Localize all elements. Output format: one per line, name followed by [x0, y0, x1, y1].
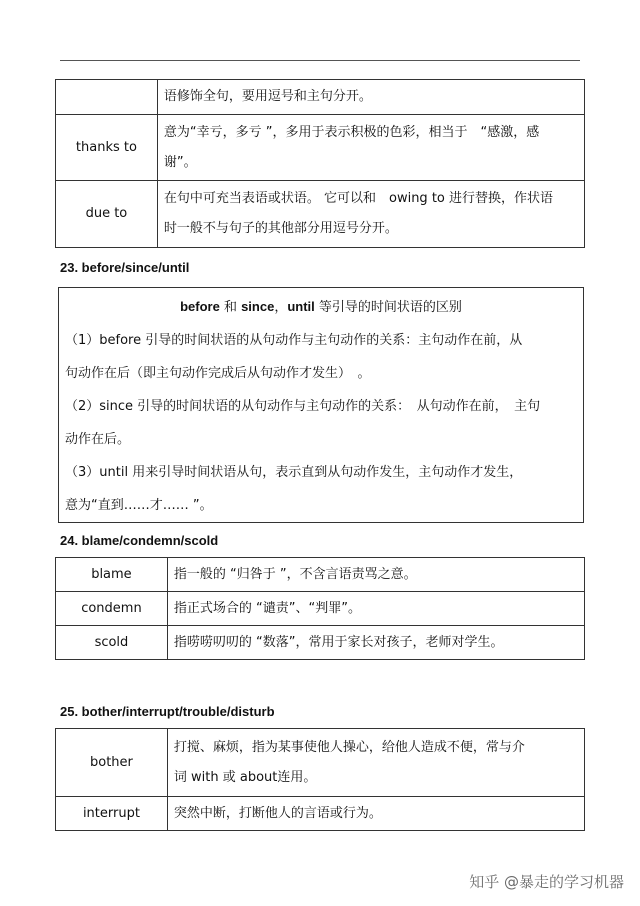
definition-cell: 指唠唠叨叨的 “数落”，常用于家长对孩子，老师对学生。 [167, 626, 584, 660]
definition-cell [157, 80, 584, 115]
title-term: since [241, 299, 275, 314]
table-row [56, 181, 585, 248]
term-cell: scold [56, 626, 168, 660]
definition-line: 在句中可充当表语或状语。 它可以和 owing to 进行替换，作状语 [163, 191, 553, 206]
paragraph-line: （3）until 用来引导时间状语从句，表示直到从句动作发生，主句动作才发生， [65, 465, 523, 480]
definition-line: 打搅、麻烦，指为某事使他人操心，给他人造成不便，常与介 [173, 739, 525, 755]
paragraph-line: 动作在后。 [65, 432, 131, 447]
box-title [65, 290, 577, 324]
definition-line: 谢”。 [163, 154, 197, 170]
paragraph-line: 意为“直到……才…… ”。 [65, 498, 213, 513]
section-heading-25: 25. bother/interrupt/trouble/disturb [60, 704, 275, 719]
paragraph-line: 句动作在后（即主句动作完成后从句动作才发生） 。 [65, 366, 371, 381]
definition-cell: 指正式场合的 “谴责”、“判罪”。 [167, 592, 584, 626]
table-row [56, 115, 585, 181]
table-row [56, 626, 585, 660]
usage-table-24 [55, 557, 585, 660]
title-text: 和 [219, 300, 242, 315]
watermark: 知乎 @暴走的学习机器 [469, 873, 624, 891]
table-row [56, 729, 585, 797]
definition-line: 时一般不与句子的其他部分用逗号分开。 [163, 221, 398, 236]
definition-cell [167, 797, 584, 831]
title-text: 等引导的时间状语的区别 [314, 300, 462, 315]
term-cell: bother [56, 729, 168, 797]
section-heading-23: 23. before/since/until [60, 260, 190, 275]
term-cell: interrupt [56, 797, 168, 831]
term-cell: due to [56, 181, 158, 248]
definition-cell [167, 729, 584, 797]
section-heading-24: 24. blame/condemn/scold [60, 533, 219, 548]
definition-cell: 指一般的 “归咎于 ”，不含言语责骂之意。 [167, 558, 584, 592]
definition-line: 意为“幸亏，多亏 ”，多用于表示积极的色彩，相当于 “感激，感 [163, 124, 540, 140]
term-cell: blame [56, 558, 168, 592]
paragraph-line: （2）since 引导的时间状语的从句动作与主句动作的关系： 从句动作在前， 主句 [65, 399, 541, 414]
title-term: until [287, 299, 315, 314]
explanation-box [58, 287, 584, 523]
title-text: ， [274, 300, 288, 315]
definition-line: 语修饰全句，要用逗号和主句分开。 [163, 89, 372, 104]
table-row [56, 80, 585, 115]
table-row [56, 558, 585, 592]
usage-table-25 [55, 728, 585, 831]
table-row [56, 797, 585, 831]
definition-line: 词 with 或 about连用。 [173, 769, 317, 785]
paragraph-line: （1）before 引导的时间状语的从句动作与主句动作的关系：主句动作在前，从 [65, 333, 523, 348]
term-cell [56, 80, 158, 115]
table-row [56, 592, 585, 626]
definition-cell [157, 181, 584, 248]
title-term: before [180, 299, 220, 314]
definition-cell [157, 115, 584, 181]
usage-table-top [55, 79, 585, 248]
header-rule [60, 60, 580, 61]
term-cell: thanks to [56, 115, 158, 181]
definition-line: 突然中断，打断他人的言语或行为。 [173, 805, 382, 821]
term-cell: condemn [56, 592, 168, 626]
